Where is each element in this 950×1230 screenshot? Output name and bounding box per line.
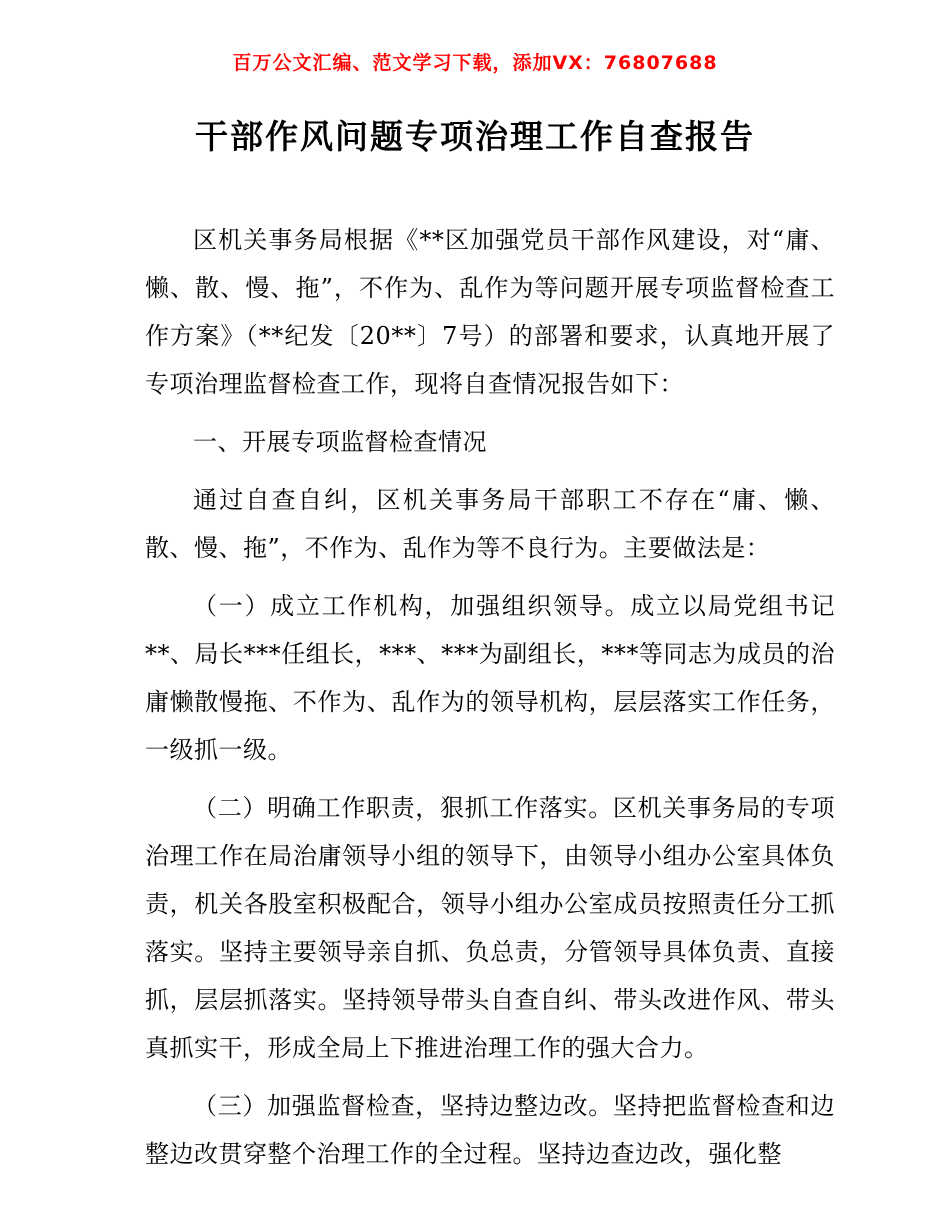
- paragraph-item-3: （三）加强监督检查，坚持边整边改。坚持把监督检查和边整边改贯穿整个治理工作的全过程。坚持边查边改，强化整: [145, 1092, 835, 1168]
- header-ad-text: 百万公文汇编、范文学习下载，添加VX：76807688: [232, 52, 718, 74]
- paragraph-item-1: （一）成立工作机构，加强组织领导。成立以局党组书记**、局长***任组长，***、***为副组长，***等同志为成员的治庸懒散慢拖、不作为、乱作为的领导机构，层层落实工作任务，一级抓一级。: [145, 592, 835, 764]
- section-heading-1: 一、开展专项监督检查情况: [193, 428, 487, 456]
- paragraph-intro: 区机关事务局根据《**区加强党员干部作风建设，对“庸、懒、散、慢、拖”，不作为、乱作为等问题开展专项监督检查工作方案》（**纪发〔20**〕7号）的部署和要求，认真地开展了专项治理监督检查工作，现将自查情况报告如下：: [145, 226, 835, 398]
- paragraph-self-check: 通过自查自纠，区机关事务局干部职工不存在“庸、懒、散、慢、拖”，不作为、乱作为等不良行为。主要做法是：: [145, 486, 835, 562]
- document-title: 干部作风问题专项治理工作自查报告: [195, 117, 755, 156]
- paragraph-item-2: （二）明确工作职责，狠抓工作落实。区机关事务局的专项治理工作在局治庸领导小组的领导下，由领导小组办公室具体负责，机关各股室积极配合，领导小组办公室成员按照责任分工抓落实。坚持主要领导亲自抓、负总责，分管领导具体负责、直接抓，层层抓落实。坚持领导带头自查自纠、带头改进作风、带头真抓实干，形成全局上下推进治理工作的强大合力。: [145, 794, 835, 1062]
- document-body: [145, 216, 835, 1178]
